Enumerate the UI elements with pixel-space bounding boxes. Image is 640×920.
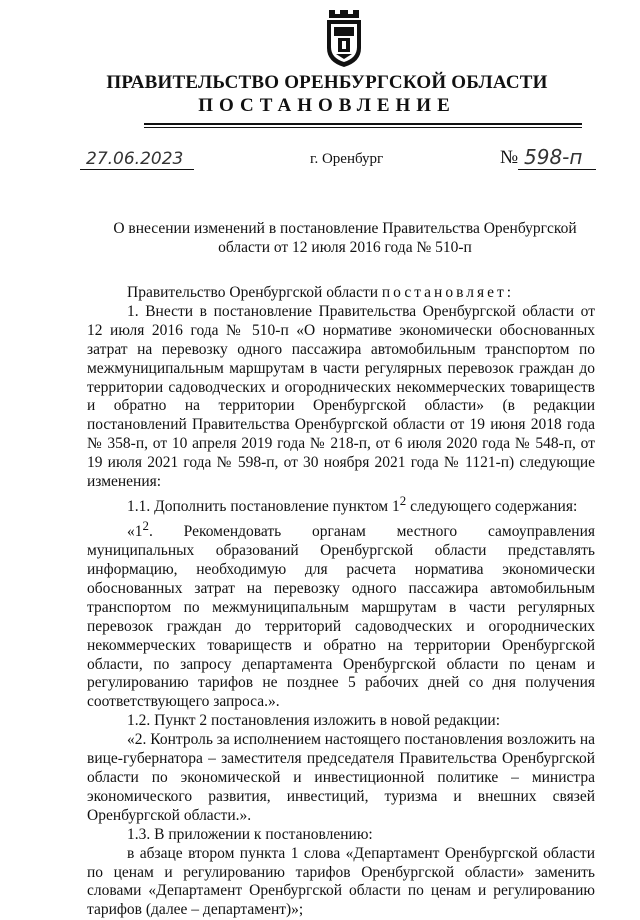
- document-city: г. Оренбург: [310, 151, 384, 167]
- paragraph-quote-2: «2. Контроль за исполнением настоящего постановления возложить на вице-губернатора – заместителя председателя Правительства Оренбургской области по экономической и инвестиционной политике – министра экономического развития, инвестиций, туризма и внешних связей Оренбургской области.».: [87, 731, 595, 824]
- document-body: [87, 284, 595, 920]
- paragraph-quote-1-2: [87, 517, 595, 712]
- coat-of-arms-emblem: [323, 8, 365, 68]
- paragraph-1-2: 1.2. Пункт 2 постановления изложить в новой редакции:: [127, 712, 501, 730]
- p2-suffix: следующего содержания:: [406, 498, 578, 516]
- paragraph-1: 1. Внести в постановление Правительства Оренбургской области от 12 июля 2016 года № 510-п «О нормативе экономически обоснованных затрат на перевозку одного пассажира автомобильным транспортом по межмуниципальным маршрутам в части регулярных перевозок граждан до территории садоводческих и огороднических некоммерческих товариществ и обратно на территории Оренбургской области» (в редакции постановлений Правительства Оренбургской области от 19 июня 2018 года № 358-п, от 10 апреля 2019 года № 218-п, от 6 июля 2020 года № 548-п, от 19 июля 2021 года № 598-п, от 30 ноября 2021 года № 1121-п) следующие изменения:: [87, 302, 595, 491]
- intro-paragraph: [87, 284, 595, 303]
- date-number-line: [0, 145, 640, 175]
- number-underline: [518, 169, 596, 170]
- p2-prefix: 1.1. Дополнить постановление пунктом 1: [127, 498, 400, 516]
- paragraph-appendix-change: в абзаце втором пункта 1 слова «Департамент Оренбургской области по ценам и регулированию тарифов Оренбургской области» заменить словами «Департамент Оренбургской области по ценам и регулированию тарифов (далее – департамент)»;: [87, 844, 595, 919]
- p2-superscript: 2: [399, 492, 407, 508]
- header-rule-thin: [144, 127, 582, 128]
- date-underline: [80, 169, 194, 170]
- organization-title: ПРАВИТЕЛЬСТВО ОРЕНБУРГСКОЙ ОБЛАСТИ: [106, 72, 548, 93]
- intro-prefix: Правительство Оренбургской области: [127, 284, 382, 301]
- document-number: 598-п: [524, 145, 583, 169]
- paragraph-1-1: [87, 492, 595, 517]
- header-rule-thick: [144, 123, 582, 125]
- number-sign: №: [500, 147, 519, 168]
- p3-prefix: «1: [127, 523, 143, 541]
- document-date: 27.06.2023: [86, 149, 184, 169]
- document-type: ПОСТАНОВЛЕНИЕ: [198, 95, 456, 116]
- p3-superscript: 2: [142, 518, 149, 534]
- paragraph-1-3: 1.3. В приложении к постановлению:: [127, 825, 373, 843]
- document-title: О внесении изменений в постановление Правительства Оренбургской области от 12 июля 2016 года № 510-п: [113, 220, 577, 256]
- intro-spaced-word: постановляет: [381, 284, 507, 301]
- p3-text: . Рекомендовать органам местного самоуправления муниципальных образований Оренбургской области представлять информацию, необходимую для расчета норматива экономически обоснованных затрат на перевозку одного пассажира автомобильным транспортом по межмуниципальным маршрутам в части регулярных перевозок граждан до территорий садоводческих и огороднических некоммерческих товариществ и обратно на территории Оренбургской области, по запросу департамента Оренбургской области по ценам и регулированию тарифов не позднее 5 рабочих дней со дня получения соответствующего запроса.».: [87, 523, 595, 711]
- intro-suffix: :: [506, 284, 512, 301]
